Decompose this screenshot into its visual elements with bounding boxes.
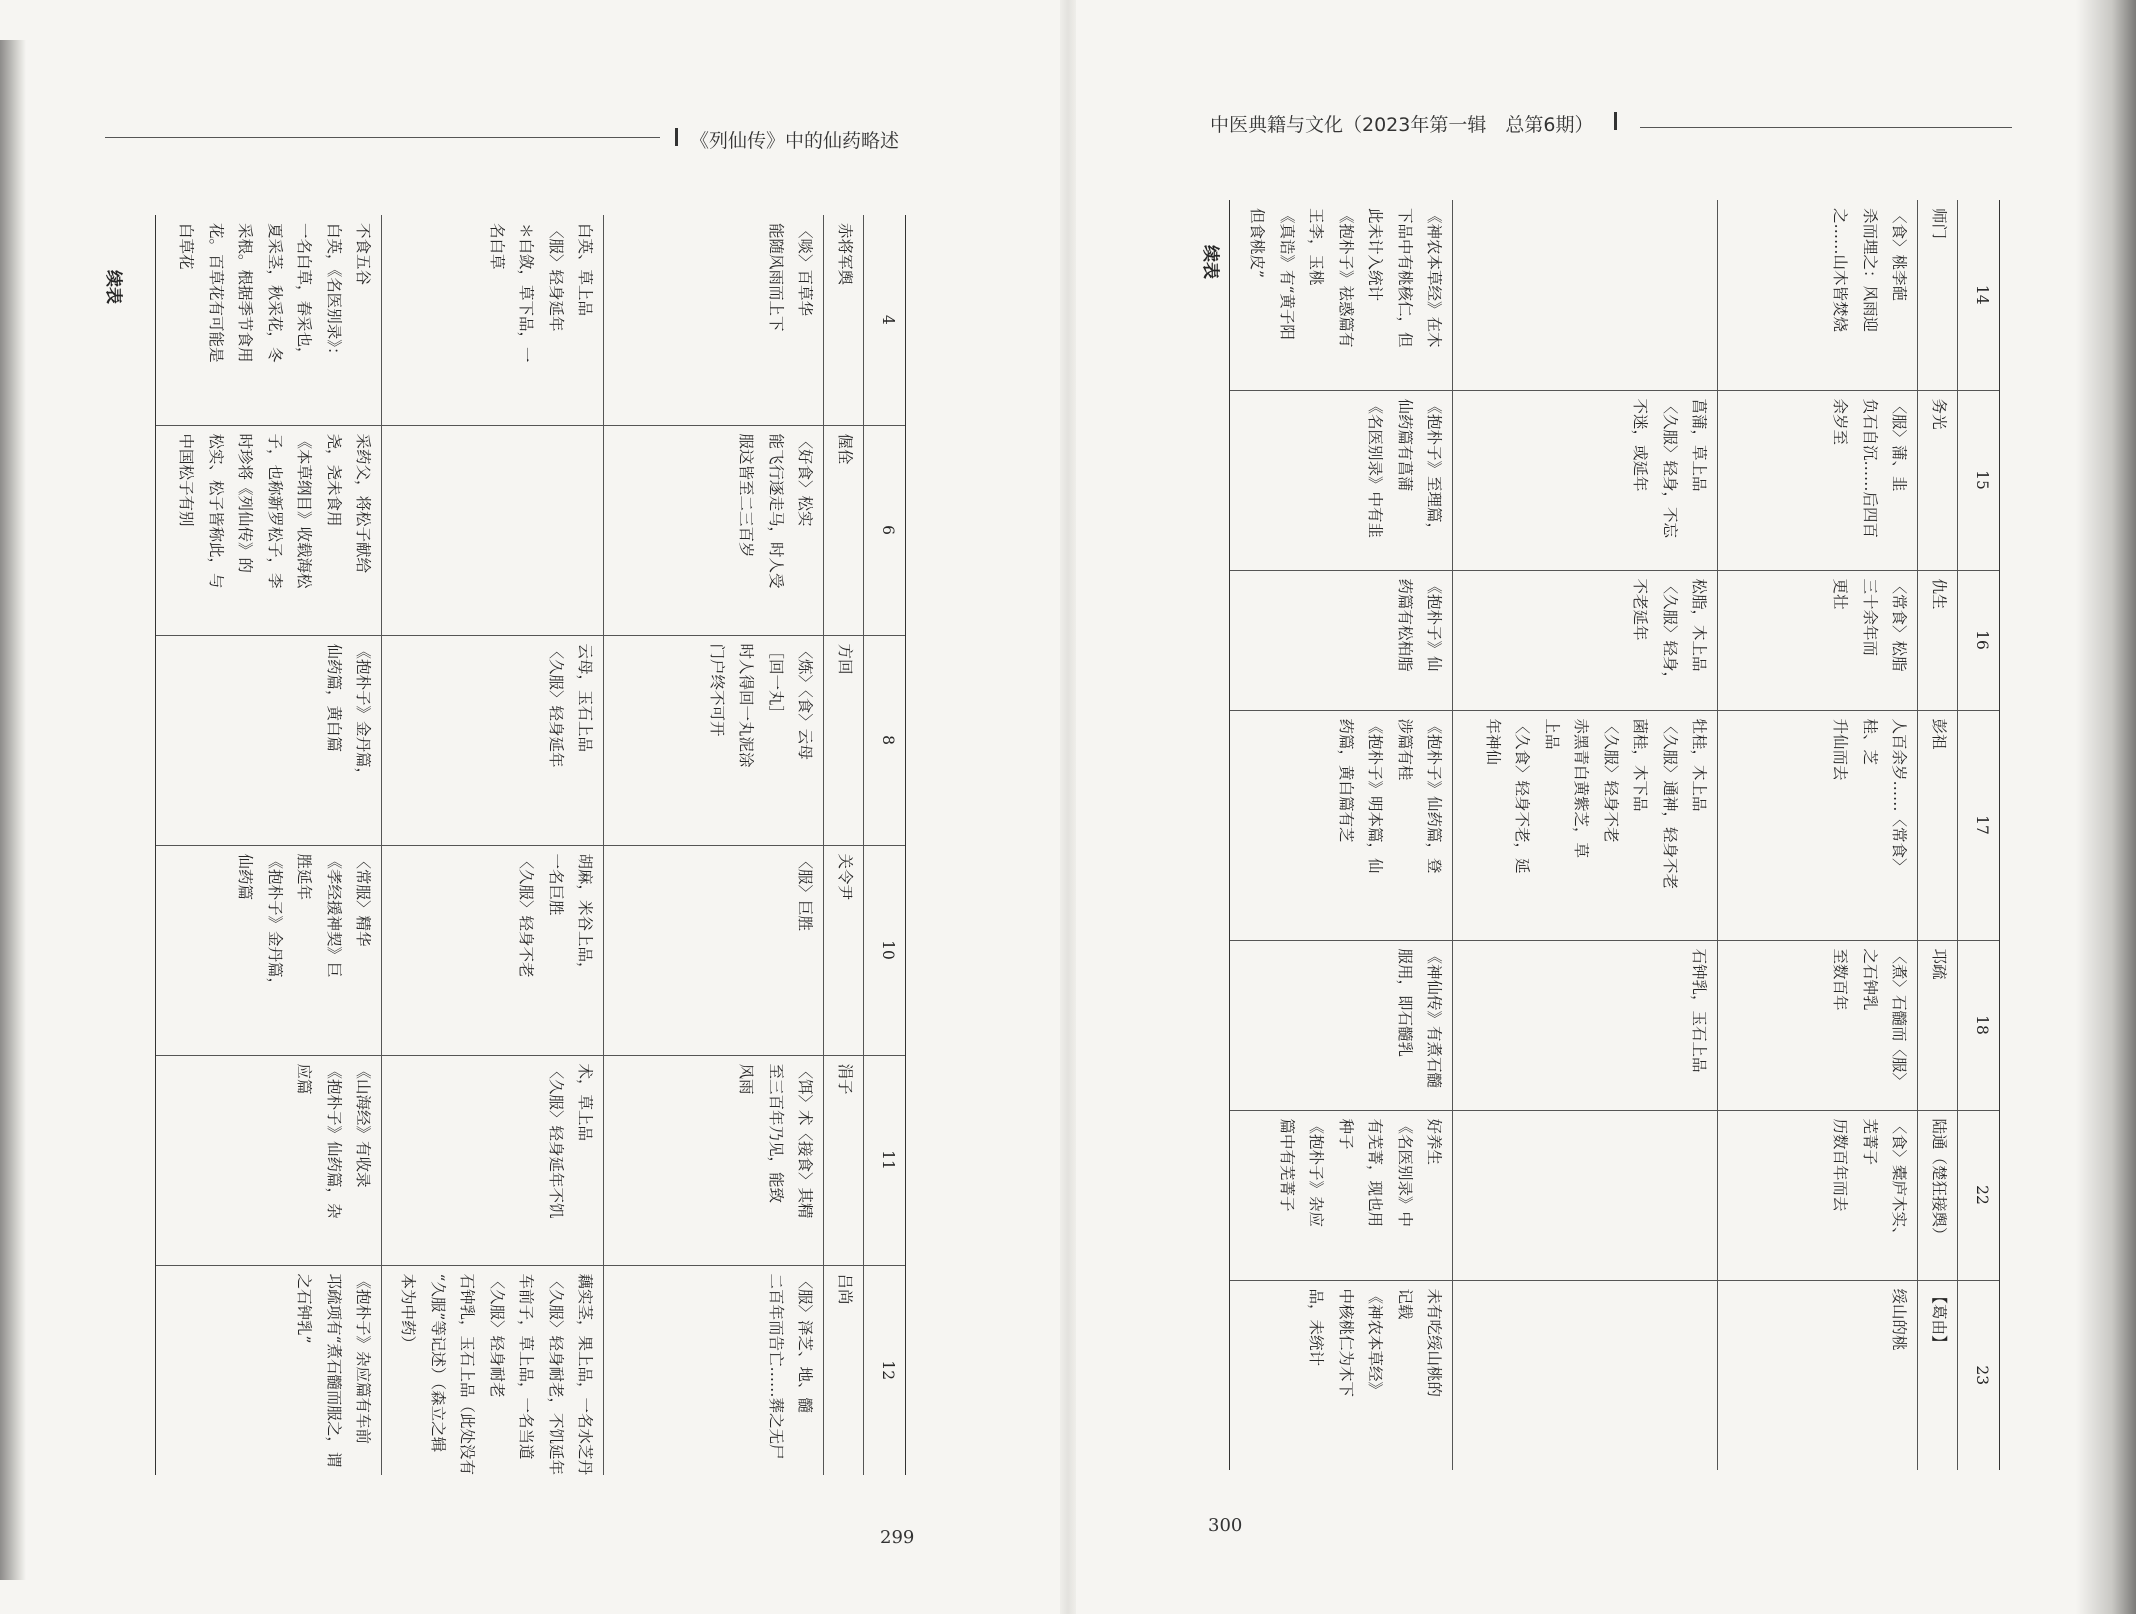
left-record-cell	[604, 425, 824, 635]
right-source-cell	[1230, 390, 1453, 570]
left-property-cell	[382, 1265, 604, 1475]
right-table-rotator	[1229, 200, 2000, 1470]
left-source-cell	[156, 635, 382, 845]
right-name-cell: 师门	[1918, 200, 1958, 390]
left-property-line: “久服”等记述）（森立之辑	[428, 1273, 447, 1453]
left-header-bar	[675, 128, 678, 146]
left-source-line: 中国松子有别	[177, 433, 196, 527]
left-source-line: 一名白草，春采也，	[295, 223, 314, 363]
left-name-cell: 吕尚	[824, 1265, 864, 1475]
left-name-cell: 关令尹	[824, 845, 864, 1055]
left-source-line: 《抱朴子》杂应篇有车前	[354, 1273, 372, 1445]
left-source-line: 采药父，将松子献给	[354, 433, 372, 574]
right-page-number: 300	[1208, 1515, 1243, 1536]
right-source-line: 中核桃仁为木下	[1336, 1288, 1355, 1398]
left-record-line: 服这皆至二三百岁	[737, 433, 756, 558]
left-record-line: 风雨	[737, 1063, 756, 1095]
left-source-line: 时珍将《列仙传》的	[236, 433, 255, 574]
right-record-line: 〈食〉橐庐木实、	[1890, 1118, 1908, 1243]
left-property-cell	[382, 215, 604, 425]
right-property-line: 〈久食〉轻身不老，延	[1513, 718, 1532, 874]
left-source-line: 《本草纲目》收载海松	[295, 433, 314, 589]
right-source-line: 未有吃绥山桃的	[1425, 1288, 1443, 1398]
right-source-line: 但食桃皮”	[1248, 208, 1267, 278]
right-property-line: 〈久服〉轻身，不忘	[1660, 398, 1679, 539]
left-property-line: 本为中药）	[399, 1273, 418, 1352]
left-property-line: 〈久服〉轻身耐老，不饥延年	[546, 1273, 565, 1475]
right-record-line: 〈服〉蒲、韭	[1890, 398, 1908, 492]
left-number-cell: 4	[864, 215, 906, 425]
left-record-line: 门户终不可开	[707, 643, 726, 737]
left-property-cell	[382, 1055, 604, 1265]
right-record-line: 桂、芝	[1860, 718, 1879, 766]
left-name-cell: 赤将军舆	[824, 215, 864, 425]
left-record-cell	[604, 215, 824, 425]
right-source-row	[1230, 200, 1453, 1470]
right-property-cell	[1453, 940, 1718, 1110]
left-record-line: 〈好食〉松实	[796, 433, 814, 527]
left-record-line: 〈炼〉〈食〉云母	[796, 643, 814, 760]
right-table	[1229, 200, 2000, 1470]
left-source-line: 邛疏项有“煮石髓而服之，谓	[324, 1273, 343, 1468]
right-record-line: 余岁至	[1831, 398, 1850, 446]
left-source-cell	[156, 425, 382, 635]
left-source-row	[156, 215, 382, 1475]
right-source-cell	[1230, 710, 1453, 940]
right-record-cell	[1718, 1280, 1918, 1470]
right-record-line: 至数百年	[1831, 948, 1850, 1011]
left-record-line: 〈服〉巨胜	[796, 853, 814, 932]
right-number-row	[1958, 200, 2000, 1470]
left-source-line: 《孝经援神契》巨	[324, 853, 343, 978]
right-record-line: 负石自沉……后四百	[1860, 398, 1879, 539]
right-record-line: 芜菁子	[1860, 1118, 1879, 1166]
right-record-line: 杀而埋之：风雨迎	[1860, 208, 1879, 333]
right-source-line: 服用，即石髓乳	[1395, 948, 1414, 1058]
right-source-line: 《名医别录》中有韭	[1366, 398, 1385, 539]
right-record-cell	[1718, 200, 1918, 390]
left-source-line: 《抱朴子》金丹篇，	[354, 643, 372, 784]
left-name-row	[824, 215, 864, 1475]
left-source-cell	[156, 215, 382, 425]
right-source-line: 《抱朴子》至理篇，	[1425, 398, 1443, 539]
left-source-line: 松实、松子皆称此，与	[206, 433, 225, 589]
left-table-rotator	[155, 215, 906, 1475]
left-page-number: 299	[880, 1527, 915, 1548]
right-source-line: 《真诰》有“黄子阳	[1277, 208, 1296, 340]
right-source-line: 品，未统计	[1307, 1288, 1326, 1367]
right-source-line: 《抱朴子》祛惑篇有	[1336, 208, 1355, 348]
left-source-line: 仙药篇	[236, 853, 255, 901]
left-name-cell: 方回	[824, 635, 864, 845]
right-number-cell: 16	[1958, 570, 2000, 710]
right-number-cell: 17	[1958, 710, 2000, 940]
left-record-line: 时人得回一丸泥涂	[737, 643, 756, 768]
right-header-rule	[1640, 127, 2012, 128]
left-number-cell: 10	[864, 845, 906, 1055]
left-source-line: 夏采茎，秋采花，冬	[265, 223, 284, 363]
right-record-line: 升仙而去	[1831, 718, 1850, 781]
left-number-row	[864, 215, 906, 1475]
right-property-cell	[1453, 710, 1718, 940]
right-source-line: 王李，玉桃	[1307, 208, 1326, 286]
right-name-cell: 【葛由】	[1918, 1280, 1958, 1470]
left-source-line: 白草花	[177, 223, 196, 270]
right-record-cell	[1718, 390, 1918, 570]
right-property-line: 菖蒲，草上品	[1690, 398, 1708, 492]
left-property-line: 车前子，草上品，一名当道	[517, 1273, 536, 1460]
left-source-line: 《山海经》有收录	[354, 1063, 372, 1188]
left-record-cell	[604, 845, 824, 1055]
right-source-line: 药篇，黄白篇有芝	[1336, 718, 1355, 843]
left-property-line: 胡麻，米谷上品，	[576, 853, 594, 978]
left-record-line: ［回一丸］	[766, 643, 785, 722]
left-record-cell	[604, 1055, 824, 1265]
right-source-line: 《抱朴子》明本篇，仙	[1366, 718, 1385, 874]
left-number-cell: 6	[864, 425, 906, 635]
left-property-cell	[382, 635, 604, 845]
right-source-line: 《抱朴子》仙药篇，登	[1425, 718, 1443, 874]
left-source-line: 不食五谷	[354, 223, 372, 286]
right-source-line: 此未计入统计	[1366, 208, 1385, 302]
right-number-cell: 23	[1958, 1280, 2000, 1470]
left-source-cell	[156, 1265, 382, 1475]
right-number-cell: 22	[1958, 1110, 2000, 1280]
left-source-line: 采根。根据季节食用	[236, 223, 255, 363]
right-number-cell: 15	[1958, 390, 2000, 570]
right-property-line: 松脂，木上品	[1690, 578, 1708, 672]
right-source-line: 好养生	[1425, 1118, 1443, 1166]
left-record-line: 能随风雨而上下	[766, 223, 785, 332]
left-source-cell	[156, 1055, 382, 1265]
right-property-cell	[1453, 200, 1718, 390]
right-source-line: 仙药篇有菖蒲	[1395, 398, 1414, 492]
right-record-line: 历数百年而去	[1831, 1118, 1850, 1212]
left-source-line: 仙药篇，黄白篇	[324, 643, 343, 753]
left-number-cell: 8	[864, 635, 906, 845]
right-record-row	[1718, 200, 1918, 1470]
left-record-cell	[604, 635, 824, 845]
right-record-cell	[1718, 940, 1918, 1110]
right-source-cell	[1230, 1280, 1453, 1470]
right-source-line: 《神农本草经》	[1366, 1288, 1385, 1398]
right-source-line: 有芜菁，现也用	[1366, 1118, 1385, 1228]
left-property-line: 术，草上品	[576, 1063, 594, 1142]
left-record-line: 能飞行逐走马，时人受	[766, 433, 785, 589]
right-record-line: 〈煮〉石髓而〈服〉	[1890, 948, 1908, 1089]
left-table	[155, 215, 906, 1475]
left-property-cell	[382, 425, 604, 635]
left-property-line: 〈久服〉轻身延年不饥	[546, 1063, 565, 1219]
left-continued-label: 续表	[103, 270, 123, 304]
right-source-line: 记载	[1395, 1288, 1414, 1320]
right-property-line: 菌桂，木下品	[1631, 718, 1650, 812]
right-source-cell	[1230, 200, 1453, 390]
left-source-line: 花。百草花有可能是	[206, 223, 225, 363]
right-source-line: 《神农本草经》在木	[1425, 208, 1443, 348]
right-source-line: 篇中有芜菁子	[1277, 1118, 1296, 1212]
right-property-line: 不迷，或延年	[1631, 398, 1650, 492]
right-property-line: 〈久服〉轻身不老	[1601, 718, 1620, 843]
right-record-line: 三十余年而	[1860, 578, 1879, 657]
right-property-line: 年神仙	[1483, 718, 1502, 766]
left-source-line: 白英，《名医别录》：	[324, 223, 343, 363]
left-property-line: 名白草	[487, 223, 506, 270]
left-header-rule	[105, 137, 660, 138]
right-record-cell	[1718, 1110, 1918, 1280]
right-source-line: 《名医别录》中	[1395, 1118, 1414, 1228]
left-property-line: ＊白敛，草下品，一	[517, 223, 536, 363]
right-running-head: 中医典籍与文化（2023年第一辑 总第6期）	[1210, 114, 1594, 136]
left-record-line: 二百年而告亡……葬之无尸	[766, 1273, 785, 1460]
right-source-cell	[1230, 1110, 1453, 1280]
right-name-cell: 务光	[1918, 390, 1958, 570]
right-property-cell	[1453, 1280, 1718, 1470]
right-continued-label: 续表	[1200, 245, 1220, 279]
left-property-line: 石钟乳，玉石上品（此处没有	[458, 1273, 477, 1475]
right-record-line: 更壮	[1831, 578, 1850, 610]
right-property-row	[1453, 200, 1718, 1470]
right-record-line: 绥山的桃	[1890, 1288, 1908, 1351]
right-property-line: 石钟乳，玉石上品	[1690, 948, 1708, 1073]
right-source-line: 种子	[1336, 1118, 1355, 1150]
left-property-line: 藕实茎，果上品，一名水芝丹	[576, 1273, 594, 1475]
left-source-line: 《抱朴子》仙药篇，杂	[324, 1063, 343, 1219]
left-source-cell	[156, 845, 382, 1055]
right-source-line: 涉篇有桂	[1395, 718, 1414, 781]
right-record-line: 人百余岁……〈常食〉	[1890, 718, 1908, 874]
left-property-line: 一名巨胜	[546, 853, 565, 916]
right-source-line: 《神仙传》有煮石髓	[1425, 948, 1443, 1089]
right-number-cell: 18	[1958, 940, 2000, 1110]
right-property-line: 牡桂，木上品	[1690, 718, 1708, 812]
left-number-cell: 12	[864, 1265, 906, 1475]
left-property-line: 〈久服〉轻身延年	[546, 643, 565, 768]
left-record-cell	[604, 1265, 824, 1475]
left-record-line: 〈啖〉百草华	[796, 223, 814, 317]
left-record-line: 〈饵〉术〈接食〉其精	[796, 1063, 814, 1219]
right-record-cell	[1718, 570, 1918, 710]
right-property-line: 〈久服〉通神，轻身不老	[1660, 718, 1679, 890]
left-record-line: 至三百年乃见，能致	[766, 1063, 785, 1204]
right-name-cell: 仇生	[1918, 570, 1958, 710]
right-source-line: 下品中有桃核仁，但	[1395, 208, 1414, 348]
right-property-cell	[1453, 390, 1718, 570]
right-source-line: 《抱朴子》杂应	[1307, 1118, 1326, 1228]
left-source-line: 之石钟乳”	[295, 1273, 314, 1344]
right-property-cell	[1453, 570, 1718, 710]
left-source-line: 〈常服〉精华	[354, 853, 372, 947]
right-property-line: 〈久服〉轻身，	[1660, 578, 1679, 688]
left-record-line: 〈服〉泽芝、地、髓	[796, 1273, 814, 1414]
left-name-cell: 涓子	[824, 1055, 864, 1265]
left-record-row	[604, 215, 824, 1475]
right-number-cell: 14	[1958, 200, 2000, 390]
right-property-line: 上品	[1542, 718, 1561, 750]
left-name-cell: 偓佺	[824, 425, 864, 635]
right-name-row	[1918, 200, 1958, 1470]
right-record-line: 之……山木皆焚烧	[1831, 208, 1850, 333]
left-edge-shadow	[0, 40, 26, 1580]
right-property-line: 不老延年	[1631, 578, 1650, 641]
right-source-line: 药篇有松柏脂	[1395, 578, 1414, 672]
right-record-cell	[1718, 710, 1918, 940]
left-source-line: 子，也称新罗松子，李	[265, 433, 284, 589]
right-header-bar	[1614, 112, 1617, 130]
right-source-cell	[1230, 570, 1453, 710]
right-name-cell: 邛疏	[1918, 940, 1958, 1110]
left-property-line: 〈久服〉轻身不老	[517, 853, 536, 978]
left-number-cell: 11	[864, 1055, 906, 1265]
right-name-cell: 陆通（楚狂接舆）	[1918, 1110, 1958, 1280]
right-source-cell	[1230, 940, 1453, 1110]
right-property-line: 赤黑青白黄紫芝，草	[1572, 718, 1591, 859]
right-record-line: 之石钟乳	[1860, 948, 1879, 1011]
right-record-line: 〈食〉桃李葩	[1890, 208, 1908, 302]
right-name-cell: 彭祖	[1918, 710, 1958, 940]
left-running-head: 《列仙传》中的仙药略述	[690, 130, 900, 152]
left-property-row	[382, 215, 604, 1475]
right-property-cell	[1453, 1110, 1718, 1280]
right-source-line: 《抱朴子》仙	[1425, 578, 1443, 672]
left-source-line: 尧，尧未食用	[324, 433, 343, 527]
right-edge-shadow	[2076, 0, 2136, 1614]
left-property-line: 〈久服〉轻身耐老	[487, 1273, 506, 1398]
left-source-line: 《抱朴子》金丹篇，	[265, 853, 284, 994]
left-property-line: 云母，玉石上品	[576, 643, 594, 753]
book-gutter	[1060, 0, 1076, 1614]
left-property-line: 〈服〉轻身延年	[546, 223, 565, 332]
left-source-line: 应篇	[295, 1063, 314, 1095]
left-property-cell	[382, 845, 604, 1055]
right-record-line: 〈常食〉松脂	[1890, 578, 1908, 672]
left-property-line: 白英、草上品	[576, 223, 594, 317]
left-source-line: 胜延年	[295, 853, 314, 901]
